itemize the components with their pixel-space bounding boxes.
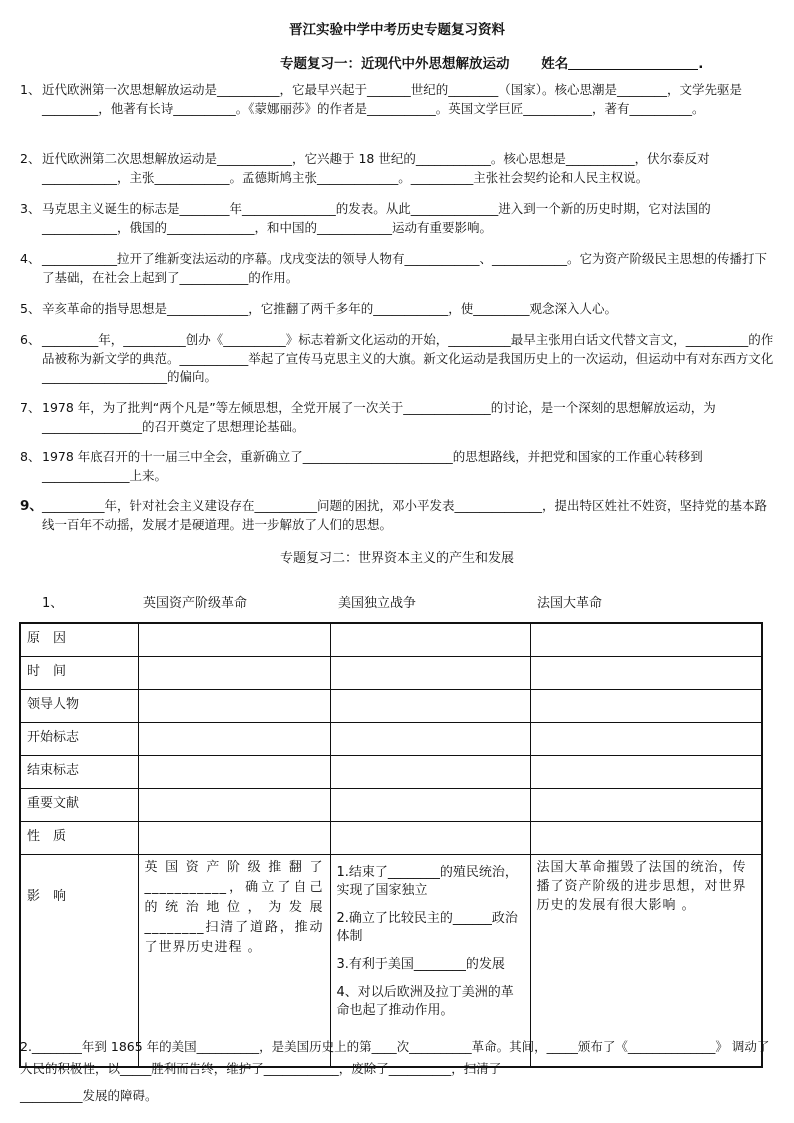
answer-cell[interactable] — [530, 756, 762, 789]
row-label: 重要文献 — [20, 789, 138, 822]
impact-point: 4、对以后欧洲及拉丁美洲的革命也起了推动作用。 — [336, 985, 514, 1018]
answer-cell[interactable] — [138, 789, 330, 822]
answer-cell[interactable] — [138, 657, 330, 690]
section1-heading-text: 专题复习一：近现代中外思想解放运动 姓名 — [280, 56, 569, 72]
document-title: 晋江实验中学中考历史专题复习资料 — [289, 22, 505, 38]
table-row — [20, 789, 762, 822]
answer-cell[interactable] — [138, 623, 330, 657]
question-text: 辛亥革命的指导思想是_____________，它推翻了两千多年的____________，使_________观念深入人心。 — [42, 301, 618, 316]
column-header-england: 英国资产阶级革命 — [143, 596, 248, 611]
question-2-part2-end: __________发展的障碍。 — [20, 1088, 158, 1103]
question-6 — [20, 331, 775, 387]
answer-cell[interactable] — [530, 690, 762, 723]
answer-cell[interactable] — [330, 789, 530, 822]
question-8 — [20, 448, 775, 485]
name-blank[interactable] — [568, 55, 698, 70]
question-1 — [20, 81, 775, 118]
question-text: __________年，针对社会主义建设存在__________问题的困扰，邓小平发表______________，提出特区姓社不姓资，坚持党的基本路线一百年不动摇，发展才是硬道理。进一步解放了人们的思想。 — [42, 498, 768, 532]
answer-cell[interactable] — [138, 822, 330, 855]
question-7 — [20, 399, 775, 436]
question-text: 近代欧洲第二次思想解放运动是____________，它兴趣于 18 世纪的____________。核心思想是___________，伏尔泰反对____________，主张____________。孟德斯鸠主张_____________。__________主张社会契约论和人民主权说。 — [42, 151, 710, 185]
question-5 — [20, 300, 775, 319]
question-number: 1、 — [20, 82, 41, 97]
question-9 — [20, 497, 775, 534]
question-text: 1978 年，为了批判“两个凡是”等左倾思想，全党开展了一次关于______________的讨论，是一个深刻的思想解放运动，为________________的召开奠定了思想理论基础。 — [42, 400, 716, 434]
answer-cell[interactable] — [530, 822, 762, 855]
impact-point: 1.结束了________的殖民统治， 实现了国家独立 — [336, 865, 518, 898]
answer-cell[interactable] — [138, 756, 330, 789]
answer-cell[interactable] — [330, 723, 530, 756]
section1-heading-end: . — [698, 56, 704, 72]
table-row — [20, 723, 762, 756]
question-number: 8、 — [20, 449, 41, 464]
row-label: 领导人物 — [20, 690, 138, 723]
question-number: 7、 — [20, 400, 41, 415]
table-row — [20, 657, 762, 690]
question-number: 5、 — [20, 301, 41, 316]
answer-cell[interactable] — [330, 657, 530, 690]
question-text: 近代欧洲第一次思想解放运动是__________，它最早兴起于_______世纪的________（国家）。核心思潮是________，文学先驱是_________，他著有长诗__________。《蒙娜丽莎》的作者是___________。英国文学巨匠___________，著有__________。 — [42, 82, 743, 116]
answer-cell[interactable] — [530, 789, 762, 822]
question-number: 9、 — [20, 498, 43, 514]
question-text: ____________拉开了维新变法运动的序幕。戊戌变法的领导人物有____________、____________。它为资产阶级民主思想的传播打下了基础，在社会上起到了___________的作用。 — [42, 251, 768, 285]
question-2-part2: 2.________年到 1865 年的美国__________，是美国历史上的第____次__________革命。其间，_____颁布了《______________》 调动了人民的积极性，以_____胜利而告终，维护了____________，废除了__________，扫清了 — [20, 1039, 770, 1076]
question-number: 6、 — [20, 332, 41, 347]
question-text: 1978 年底召开的十一届三中全会，重新确立了________________________的思想路线，并把党和国家的工作重心转移到______________上来。 — [42, 449, 703, 483]
row-label: 性 质 — [20, 822, 138, 855]
section1-heading — [280, 52, 703, 72]
table-row — [20, 822, 762, 855]
answer-cell[interactable] — [330, 623, 530, 657]
answer-cell[interactable] — [530, 623, 762, 657]
answer-cell[interactable] — [530, 723, 762, 756]
question-3 — [20, 200, 775, 237]
question-text: 马克思主义诞生的标志是________年_______________的发表。从此______________进入到一个新的历史时期，它对法国的____________，俄国的______________，和中国的____________运动有重要影响。 — [42, 201, 711, 235]
row-label: 影 响 — [20, 855, 138, 1068]
answer-cell[interactable] — [330, 756, 530, 789]
table-row — [20, 623, 762, 657]
row-label: 时 间 — [20, 657, 138, 690]
table-number: 1、 — [42, 596, 64, 611]
answer-cell[interactable] — [330, 822, 530, 855]
question-number: 3、 — [20, 201, 41, 216]
question-text: _________年，__________创办《__________》标志着新文化运动的开始，__________最早主张用白话文代替文言文，__________的作品被称为新文学的典范。___________举起了宣传马克思主义的大旗。新文化运动是我国历史上的一次运动，但运动中有对东西方文化____________________的偏向。 — [42, 332, 774, 384]
column-header-france: 法国大革命 — [537, 596, 603, 611]
row-label: 结束标志 — [20, 756, 138, 789]
comparison-table — [19, 622, 763, 1068]
row-label: 开始标志 — [20, 723, 138, 756]
question-number: 2、 — [20, 151, 41, 166]
impact-france: 法国大革命摧毁了法国的统治，传播了资产阶级的进步思想，对世界历史的发展有很大影响 。 — [530, 855, 762, 1068]
table-row — [20, 690, 762, 723]
section2-heading: 专题复习二：世界资本主义的产生和发展 — [279, 551, 514, 566]
question-4 — [20, 250, 775, 287]
question-number: 4、 — [20, 251, 41, 266]
question-2 — [20, 150, 775, 187]
impact-point: 2.确立了比较民主的______政治体制 — [336, 911, 518, 944]
impact-point: 3.有利于美国________的发展 — [336, 957, 505, 972]
answer-cell[interactable] — [530, 657, 762, 690]
table-row — [20, 756, 762, 789]
answer-cell[interactable] — [138, 690, 330, 723]
column-header-usa: 美国独立战争 — [338, 596, 417, 611]
answer-cell[interactable] — [330, 690, 530, 723]
impact-england: 英国资产阶级推翻了___________，确立了自己的统治地位，为发展________扫清了道路，推动了世界历史进程 。 — [138, 855, 330, 1068]
answer-cell[interactable] — [138, 723, 330, 756]
row-label: 原 因 — [20, 623, 138, 657]
